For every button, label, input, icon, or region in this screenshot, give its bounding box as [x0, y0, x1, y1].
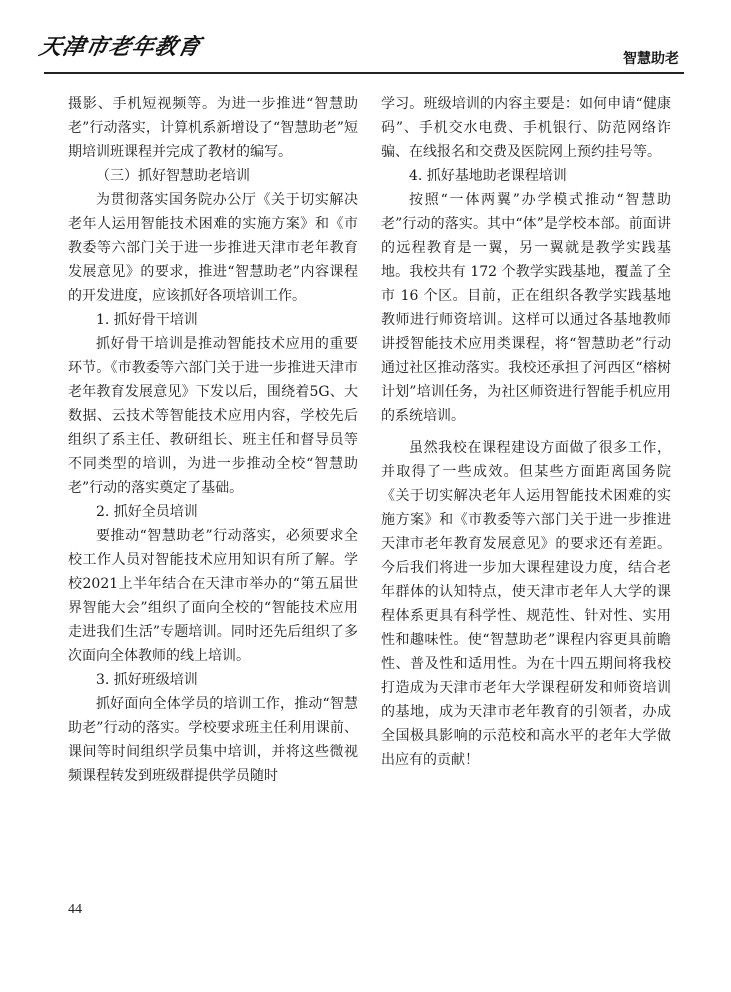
section-title: 智慧助老	[623, 51, 679, 67]
section-heading: 4. 抓好基地助老课程培训	[409, 168, 567, 184]
body-paragraph: 抓好面向全体学员的培训工作，推动“智慧助老”行动的落实。学校要求班主任利用课前、课间等时间组织学员集中培训，并将这些微视频课程转发到班级群提供学员随时	[68, 696, 358, 784]
section-heading: 1. 抓好骨干培训	[96, 312, 198, 328]
right-column	[381, 92, 671, 772]
header-rule	[44, 72, 684, 74]
body-paragraph: 抓好骨干培训是推动智能技术应用的重要环节。《市教委等六部门关于进一步推进天津市老年教育发展意见》下发以后，围绕着5G、大数据、云技术等智能技术应用内容，学校先后组织了系主任、教研组长、班主任和督导员等不同类型的培训，为进一步推动全校“智慧助老”行动的落实奠定了基础。	[68, 336, 358, 496]
body-paragraph: 要推动“智慧助老”行动落实，必须要求全校工作人员对智能技术应用知识有所了解。学校2021上半年结合在天津市举办的“第五届世界智能大会”组织了面向全校的“智能技术应用走进我们生活”专题培训。同时还先后组织了多次面向全体教师的线上培训。	[68, 528, 358, 664]
paragraph-gap	[381, 428, 671, 436]
body-paragraph: 摄影、手机短视频等。为进一步推进“智慧助老”行动落实，计算机系新增设了“智慧助老”短期培训班课程并完成了教材的编写。	[68, 96, 358, 160]
body-paragraph: 虽然我校在课程建设方面做了很多工作，并取得了一些成效。但某些方面距离国务院《关于切实解决老年人运用智能技术困难的实施方案》和《市教委等六部门关于进一步推进天津市老年教育发展意见》的要求还有差距。今后我们将进一步加大课程建设力度，结合老年群体的认知特点，使天津市老年人大学的课程体系更具有科学性、规范性、针对性、实用性和趣味性。使“智慧助老”课程内容更具前瞻性、普及性和适用性。为在十四五期间将我校打造成为天津市老年大学课程研发和师资培训的基地，成为天津市老年教育的引领者，办成全国极具影响的示范校和高水平的老年大学做出应有的贡献！	[381, 440, 671, 768]
body-paragraph: 按照“一体两翼”办学模式推动“智慧助老”行动的落实。其中“体”是学校本部。前面讲的远程教育是一翼，另一翼就是教学实践基地。我校共有 172 个教学实践基地，覆盖了全市 16 个区。目前，正在组织各教学实践基地教师进行师资培训。这样可以通过各基地教师讲授智能技术应用类课程，将“智慧助老”行动通过社区推动落实。我校还承担了河西区“榕树计划”培训任务，为社区师资进行智能手机应用的系统培训。	[381, 192, 671, 424]
journal-logo: 天津市老年教育	[36, 34, 204, 60]
section-heading: 2. 抓好全员培训	[96, 504, 198, 520]
left-column	[68, 92, 358, 788]
page-header	[0, 0, 731, 80]
section-heading: （三）抓好智慧助老培训	[96, 168, 250, 184]
page-number: 44	[68, 902, 82, 917]
body-paragraph: 为贯彻落实国务院办公厅《关于切实解决老年人运用智能技术困难的实施方案》和《市教委等六部门关于进一步推进天津市老年教育发展意见》的要求，推进“智慧助老”内容课程的开发进度，应该抓好各项培训工作。	[68, 192, 358, 304]
section-heading: 3. 抓好班级培训	[96, 672, 198, 688]
body-paragraph: 学习。班级培训的内容主要是：如何申请“健康码”、手机交水电费、手机银行、防范网络诈骗、在线报名和交费及医院网上预约挂号等。	[381, 96, 671, 160]
